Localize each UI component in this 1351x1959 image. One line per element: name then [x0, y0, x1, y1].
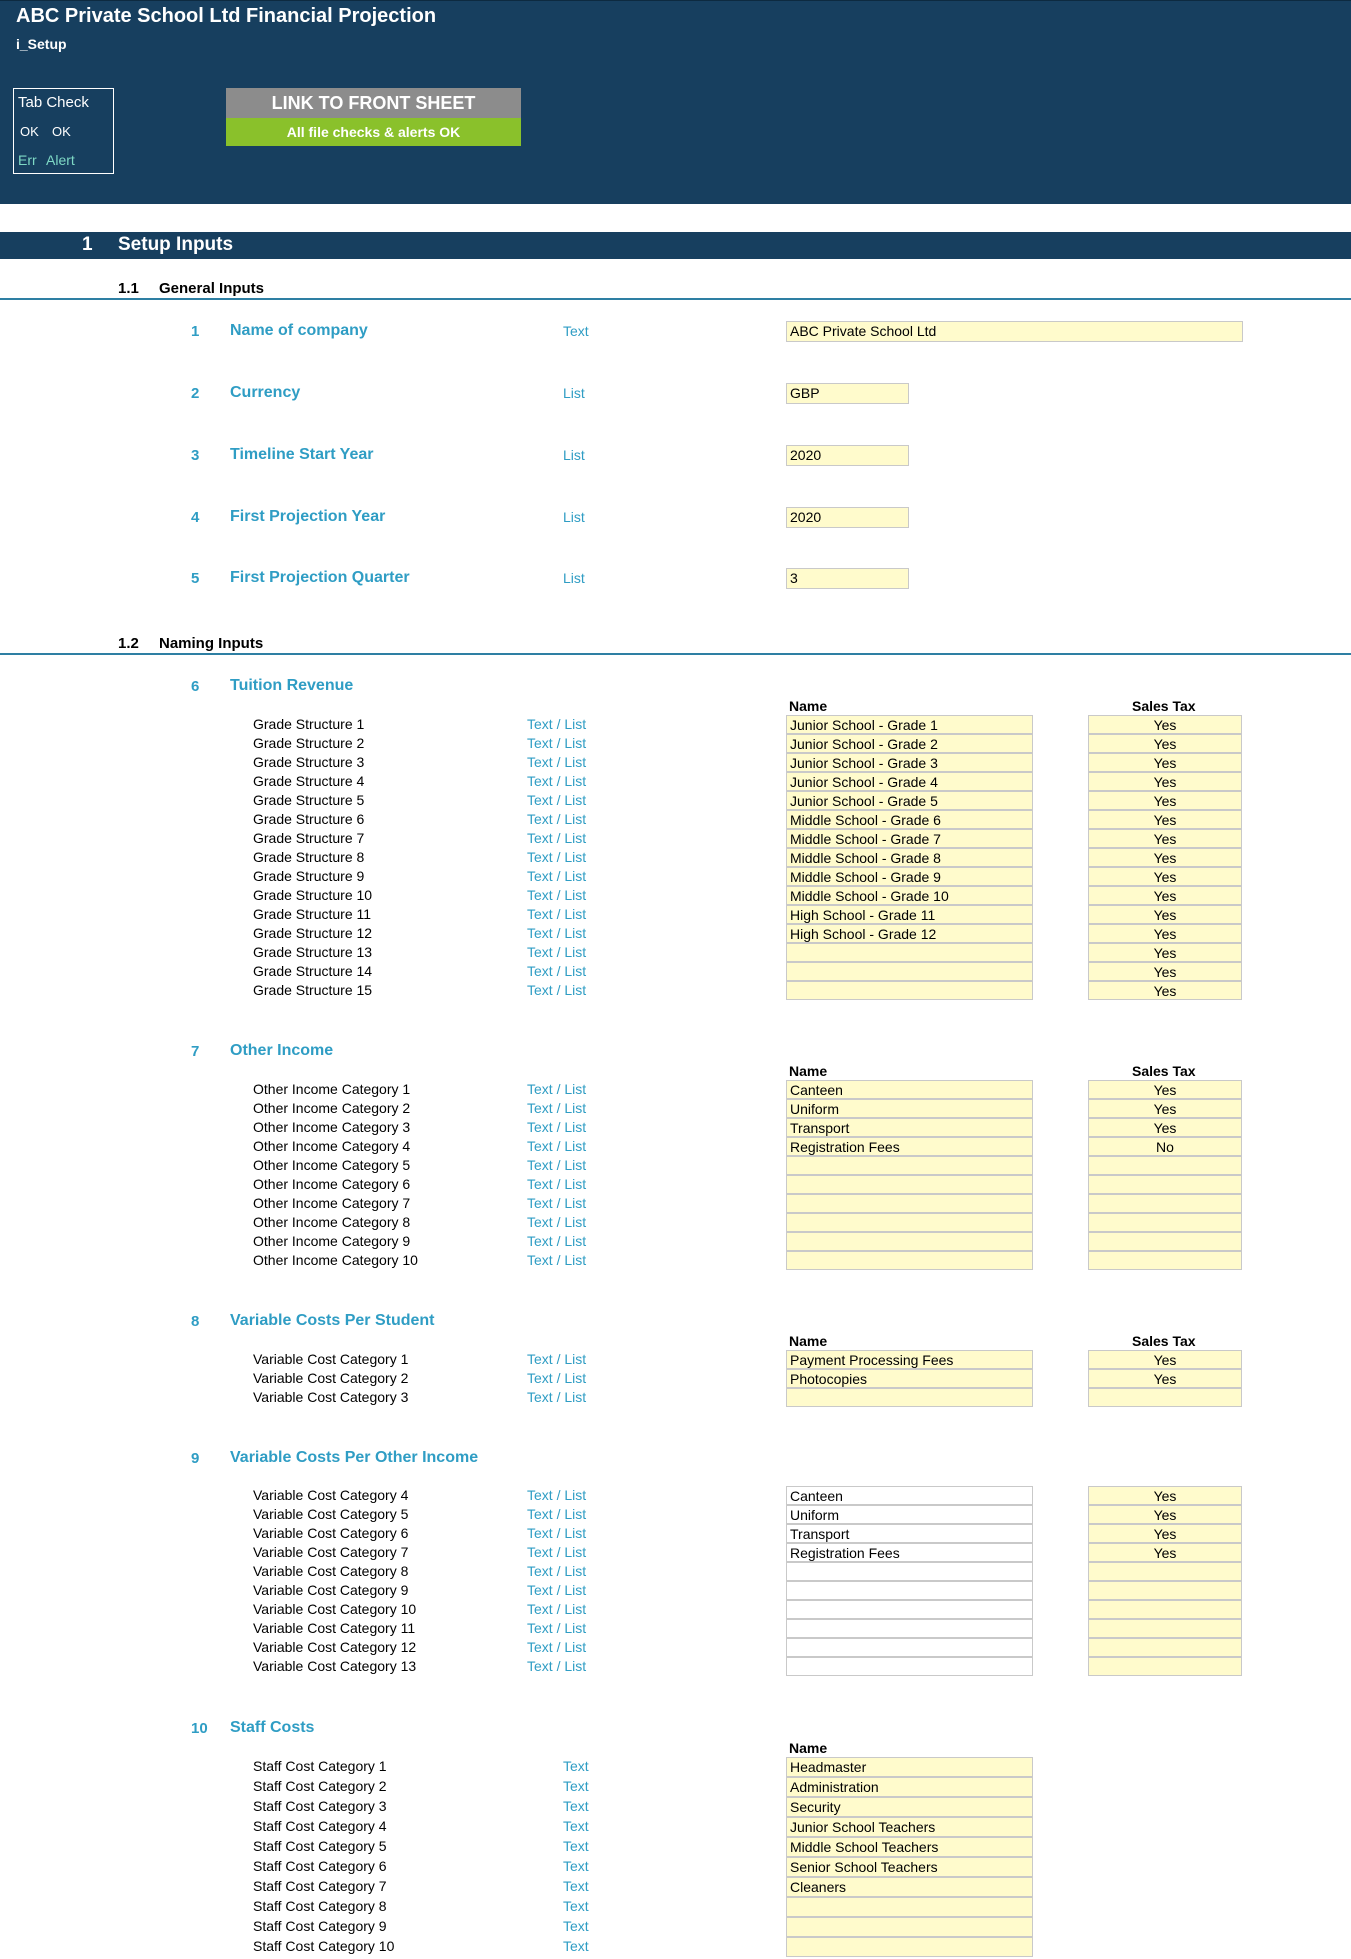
row-label: Staff Cost Category 8: [253, 1898, 387, 1914]
sales-tax-cell[interactable]: [1088, 1251, 1242, 1270]
group-number: 9: [191, 1450, 200, 1467]
sales-tax-cell[interactable]: Yes: [1088, 867, 1242, 886]
name-cell[interactable]: Junior School - Grade 5: [786, 791, 1033, 810]
sales-tax-cell[interactable]: Yes: [1088, 734, 1242, 753]
input-type: List: [563, 447, 585, 463]
column-header-sales-tax: Sales Tax: [1132, 1063, 1196, 1079]
sales-tax-cell[interactable]: Yes: [1088, 772, 1242, 791]
input-number: 4: [191, 509, 200, 526]
name-cell[interactable]: Canteen: [786, 1080, 1033, 1099]
column-header-name: Name: [789, 698, 828, 714]
sheet-header: [0, 0, 1351, 204]
tab-check-box: [13, 88, 114, 174]
row-label: Staff Cost Category 2: [253, 1778, 387, 1794]
row-label: Staff Cost Category 6: [253, 1858, 387, 1874]
group-number: 7: [191, 1043, 200, 1060]
row-input-type: Text / List: [527, 754, 587, 770]
sales-tax-cell[interactable]: Yes: [1088, 848, 1242, 867]
name-cell[interactable]: [786, 1619, 1033, 1638]
row-label: Grade Structure 4: [253, 773, 365, 789]
row-label: Staff Cost Category 10: [253, 1938, 395, 1954]
row-input-type: Text: [563, 1818, 589, 1834]
row-label: Staff Cost Category 5: [253, 1838, 387, 1854]
row-label: Grade Structure 8: [253, 849, 365, 865]
row-input-type: Text: [563, 1898, 589, 1914]
input-type: Text: [563, 323, 589, 339]
name-cell[interactable]: Junior School - Grade 2: [786, 734, 1033, 753]
row-label: Variable Cost Category 5: [253, 1506, 409, 1522]
row-input-type: Text / List: [527, 1138, 587, 1154]
name-cell[interactable]: Security: [786, 1797, 1033, 1817]
row-label: Other Income Category 4: [253, 1138, 411, 1154]
sales-tax-cell[interactable]: [1088, 1213, 1242, 1232]
subsection-number: 1.1: [118, 280, 139, 297]
name-cell[interactable]: Junior School - Grade 3: [786, 753, 1033, 772]
name-cell[interactable]: [786, 1156, 1033, 1175]
name-cell[interactable]: Transport: [786, 1118, 1033, 1137]
sales-tax-cell[interactable]: Yes: [1088, 1080, 1242, 1099]
input-value-cell[interactable]: GBP: [786, 383, 909, 404]
row-input-type: Text / List: [527, 1601, 587, 1617]
name-cell[interactable]: Payment Processing Fees: [786, 1350, 1033, 1369]
row-label: Grade Structure 12: [253, 925, 373, 941]
row-label: Grade Structure 3: [253, 754, 365, 770]
row-input-type: Text: [563, 1878, 589, 1894]
input-value-cell[interactable]: 2020: [786, 507, 909, 528]
name-cell[interactable]: [786, 1388, 1033, 1407]
sales-tax-cell[interactable]: [1088, 1156, 1242, 1175]
row-label: Staff Cost Category 4: [253, 1818, 387, 1834]
name-cell[interactable]: Middle School - Grade 6: [786, 810, 1033, 829]
name-cell[interactable]: [786, 1562, 1033, 1581]
row-label: Grade Structure 15: [253, 982, 373, 998]
group-title: Variable Costs Per Student: [230, 1312, 435, 1329]
group-title: Other Income: [230, 1042, 334, 1059]
input-type: List: [563, 385, 585, 401]
tab-check-ok-err: OK: [20, 124, 39, 139]
sales-tax-cell[interactable]: Yes: [1088, 791, 1242, 810]
row-label: Grade Structure 2: [253, 735, 365, 751]
name-cell[interactable]: Middle School - Grade 10: [786, 886, 1033, 905]
row-label: Other Income Category 10: [253, 1252, 418, 1268]
sales-tax-cell[interactable]: Yes: [1088, 829, 1242, 848]
name-cell[interactable]: [786, 962, 1033, 981]
row-input-type: Text / List: [527, 792, 587, 808]
subsection-number: 1.2: [118, 635, 139, 652]
name-cell[interactable]: [786, 1251, 1033, 1270]
row-input-type: Text / List: [527, 1195, 587, 1211]
row-input-type: Text / List: [527, 906, 587, 922]
row-input-type: Text: [563, 1798, 589, 1814]
sales-tax-cell[interactable]: [1088, 1600, 1242, 1619]
row-label: Staff Cost Category 9: [253, 1918, 387, 1934]
name-cell[interactable]: Registration Fees: [786, 1137, 1033, 1156]
name-cell[interactable]: [786, 1897, 1033, 1917]
sales-tax-cell[interactable]: Yes: [1088, 810, 1242, 829]
column-header-sales-tax: Sales Tax: [1132, 1333, 1196, 1349]
name-cell[interactable]: [786, 1175, 1033, 1194]
row-input-type: Text: [563, 1858, 589, 1874]
row-input-type: Text / List: [527, 1544, 587, 1560]
row-label: Grade Structure 9: [253, 868, 365, 884]
name-cell[interactable]: [786, 1657, 1033, 1676]
column-header-sales-tax: Sales Tax: [1132, 698, 1196, 714]
name-cell[interactable]: Middle School - Grade 8: [786, 848, 1033, 867]
row-label: Grade Structure 10: [253, 887, 373, 903]
sheet-name: i_Setup: [16, 36, 67, 52]
row-label: Other Income Category 2: [253, 1100, 411, 1116]
row-input-type: Text / List: [527, 811, 587, 827]
row-input-type: Text: [563, 1938, 589, 1954]
sales-tax-cell[interactable]: [1088, 1657, 1242, 1676]
row-input-type: Text / List: [527, 1252, 587, 1268]
sales-tax-cell[interactable]: [1088, 1562, 1242, 1581]
input-type: List: [563, 570, 585, 586]
input-label: First Projection Quarter: [230, 569, 410, 586]
sales-tax-cell[interactable]: Yes: [1088, 1486, 1242, 1505]
row-input-type: Text: [563, 1918, 589, 1934]
row-input-type: Text / List: [527, 1620, 587, 1636]
name-cell[interactable]: Administration: [786, 1777, 1033, 1797]
sales-tax-cell[interactable]: [1088, 1581, 1242, 1600]
row-label: Grade Structure 11: [253, 906, 372, 922]
row-input-type: Text / List: [527, 1100, 587, 1116]
sales-tax-cell[interactable]: Yes: [1088, 962, 1242, 981]
sales-tax-cell[interactable]: Yes: [1088, 1505, 1242, 1524]
row-input-type: Text / List: [527, 1081, 587, 1097]
name-cell[interactable]: Transport: [786, 1524, 1033, 1543]
input-value-cell[interactable]: 3: [786, 568, 909, 589]
input-value-cell[interactable]: ABC Private School Ltd: [786, 321, 1243, 342]
row-label: Grade Structure 1: [253, 716, 365, 732]
name-cell[interactable]: [786, 1232, 1033, 1251]
name-cell[interactable]: [786, 1638, 1033, 1657]
sales-tax-cell[interactable]: [1088, 1619, 1242, 1638]
name-cell[interactable]: Photocopies: [786, 1369, 1033, 1388]
row-label: Other Income Category 6: [253, 1176, 411, 1192]
name-cell[interactable]: Registration Fees: [786, 1543, 1033, 1562]
name-cell[interactable]: Middle School - Grade 7: [786, 829, 1033, 848]
name-cell[interactable]: Uniform: [786, 1505, 1033, 1524]
row-input-type: Text / List: [527, 1582, 587, 1598]
row-input-type: Text / List: [527, 963, 587, 979]
subsection-rule: [0, 298, 1351, 300]
sales-tax-cell[interactable]: Yes: [1088, 886, 1242, 905]
sales-tax-cell[interactable]: No: [1088, 1137, 1242, 1156]
file-checks-status: All file checks & alerts OK: [226, 118, 521, 146]
row-input-type: Text / List: [527, 1639, 587, 1655]
name-cell[interactable]: Uniform: [786, 1099, 1033, 1118]
name-cell[interactable]: Canteen: [786, 1486, 1033, 1505]
row-label: Grade Structure 13: [253, 944, 373, 960]
row-label: Variable Cost Category 4: [253, 1487, 409, 1503]
name-cell[interactable]: Junior School Teachers: [786, 1817, 1033, 1837]
group-number: 10: [191, 1720, 208, 1737]
input-value-cell[interactable]: 2020: [786, 445, 909, 466]
row-label: Grade Structure 5: [253, 792, 365, 808]
row-input-type: Text / List: [527, 982, 587, 998]
sales-tax-cell[interactable]: Yes: [1088, 924, 1242, 943]
sales-tax-cell[interactable]: Yes: [1088, 905, 1242, 924]
row-label: Grade Structure 14: [253, 963, 373, 979]
row-label: Staff Cost Category 1: [253, 1758, 387, 1774]
row-label: Grade Structure 6: [253, 811, 365, 827]
sales-tax-cell[interactable]: Yes: [1088, 1543, 1242, 1562]
name-cell[interactable]: Headmaster: [786, 1757, 1033, 1777]
row-input-type: Text / List: [527, 1119, 587, 1135]
sales-tax-cell[interactable]: Yes: [1088, 715, 1242, 734]
row-label: Other Income Category 8: [253, 1214, 411, 1230]
name-cell[interactable]: [786, 1600, 1033, 1619]
tab-check-title: Tab Check: [18, 94, 89, 111]
row-input-type: Text / List: [527, 716, 587, 732]
sales-tax-cell[interactable]: Yes: [1088, 1369, 1242, 1388]
name-cell[interactable]: [786, 943, 1033, 962]
row-input-type: Text / List: [527, 735, 587, 751]
row-label: Other Income Category 9: [253, 1233, 411, 1249]
input-number: 5: [191, 570, 200, 587]
row-label: Variable Cost Category 10: [253, 1601, 417, 1617]
row-label: Variable Cost Category 12: [253, 1639, 417, 1655]
group-number: 6: [191, 678, 200, 695]
row-input-type: Text: [563, 1758, 589, 1774]
row-input-type: Text / List: [527, 925, 587, 941]
row-input-type: Text / List: [527, 830, 587, 846]
sales-tax-cell[interactable]: Yes: [1088, 981, 1242, 1000]
input-label: Currency: [230, 384, 301, 401]
input-type: List: [563, 509, 585, 525]
row-label: Variable Cost Category 6: [253, 1525, 409, 1541]
group-number: 8: [191, 1313, 200, 1330]
name-cell[interactable]: Cleaners: [786, 1877, 1033, 1897]
input-number: 1: [191, 323, 200, 340]
name-cell[interactable]: [786, 1937, 1033, 1957]
row-input-type: Text / List: [527, 1351, 587, 1367]
name-cell[interactable]: [786, 1194, 1033, 1213]
row-input-type: Text / List: [527, 1389, 587, 1405]
row-input-type: Text / List: [527, 1658, 587, 1674]
name-cell[interactable]: [786, 1917, 1033, 1937]
row-input-type: Text / List: [527, 1506, 587, 1522]
row-label: Variable Cost Category 3: [253, 1389, 409, 1405]
group-title: Staff Costs: [230, 1719, 315, 1736]
name-cell[interactable]: High School - Grade 12: [786, 924, 1033, 943]
input-label: Name of company: [230, 322, 368, 339]
row-label: Variable Cost Category 7: [253, 1544, 409, 1560]
name-cell[interactable]: Junior School - Grade 4: [786, 772, 1033, 791]
tab-check-ok-alert: OK: [52, 124, 71, 139]
sales-tax-cell[interactable]: Yes: [1088, 1350, 1242, 1369]
sales-tax-cell[interactable]: Yes: [1088, 1099, 1242, 1118]
row-input-type: Text: [563, 1838, 589, 1854]
row-label: Staff Cost Category 7: [253, 1878, 387, 1894]
row-input-type: Text / List: [527, 887, 587, 903]
name-cell[interactable]: Senior School Teachers: [786, 1857, 1033, 1877]
sales-tax-cell[interactable]: Yes: [1088, 943, 1242, 962]
sales-tax-cell[interactable]: [1088, 1388, 1242, 1407]
subsection-rule: [0, 653, 1351, 655]
subsection-title: Naming Inputs: [159, 635, 264, 652]
group-title: Variable Costs Per Other Income: [230, 1449, 479, 1466]
row-label: Staff Cost Category 3: [253, 1798, 387, 1814]
link-to-front-sheet-button[interactable]: LINK TO FRONT SHEET: [226, 88, 521, 118]
row-label: Other Income Category 1: [253, 1081, 411, 1097]
row-input-type: Text: [563, 1778, 589, 1794]
subsection-title: General Inputs: [159, 280, 265, 297]
row-label: Other Income Category 3: [253, 1119, 411, 1135]
sales-tax-cell[interactable]: Yes: [1088, 1118, 1242, 1137]
name-cell[interactable]: Junior School - Grade 1: [786, 715, 1033, 734]
sales-tax-cell[interactable]: Yes: [1088, 1524, 1242, 1543]
row-input-type: Text / List: [527, 849, 587, 865]
name-cell[interactable]: [786, 981, 1033, 1000]
sales-tax-cell[interactable]: [1088, 1638, 1242, 1657]
row-label: Variable Cost Category 9: [253, 1582, 409, 1598]
row-input-type: Text / List: [527, 944, 587, 960]
column-header-name: Name: [789, 1740, 828, 1756]
row-input-type: Text / List: [527, 1214, 587, 1230]
section-title: Setup Inputs: [118, 234, 234, 255]
workbook-title: ABC Private School Ltd Financial Projection: [16, 5, 437, 27]
section-number: 1: [82, 234, 93, 255]
input-label: Timeline Start Year: [230, 446, 374, 463]
row-input-type: Text / List: [527, 1233, 587, 1249]
row-input-type: Text / List: [527, 773, 587, 789]
name-cell[interactable]: Middle School Teachers: [786, 1837, 1033, 1857]
row-input-type: Text / List: [527, 1487, 587, 1503]
tab-check-err-label: Err: [18, 152, 37, 168]
group-title: Tuition Revenue: [230, 677, 354, 694]
row-label: Variable Cost Category 1: [253, 1351, 409, 1367]
sales-tax-cell[interactable]: [1088, 1232, 1242, 1251]
row-label: Variable Cost Category 2: [253, 1370, 409, 1386]
name-cell[interactable]: High School - Grade 11: [786, 905, 1033, 924]
row-label: Other Income Category 5: [253, 1157, 411, 1173]
row-input-type: Text / List: [527, 1157, 587, 1173]
name-cell[interactable]: [786, 1581, 1033, 1600]
row-label: Variable Cost Category 11: [253, 1620, 416, 1636]
row-label: Grade Structure 7: [253, 830, 365, 846]
row-input-type: Text / List: [527, 1370, 587, 1386]
name-cell[interactable]: [786, 1213, 1033, 1232]
sales-tax-cell[interactable]: [1088, 1194, 1242, 1213]
sales-tax-cell[interactable]: [1088, 1175, 1242, 1194]
name-cell[interactable]: Middle School - Grade 9: [786, 867, 1033, 886]
input-number: 3: [191, 447, 200, 464]
column-header-name: Name: [789, 1333, 828, 1349]
input-label: First Projection Year: [230, 508, 386, 525]
input-number: 2: [191, 385, 200, 402]
row-input-type: Text / List: [527, 1563, 587, 1579]
row-label: Variable Cost Category 8: [253, 1563, 409, 1579]
row-input-type: Text / List: [527, 1176, 587, 1192]
row-label: Other Income Category 7: [253, 1195, 411, 1211]
row-label: Variable Cost Category 13: [253, 1658, 417, 1674]
row-input-type: Text / List: [527, 868, 587, 884]
sales-tax-cell[interactable]: Yes: [1088, 753, 1242, 772]
row-input-type: Text / List: [527, 1525, 587, 1541]
tab-check-alert-label: Alert: [46, 152, 75, 168]
column-header-name: Name: [789, 1063, 828, 1079]
